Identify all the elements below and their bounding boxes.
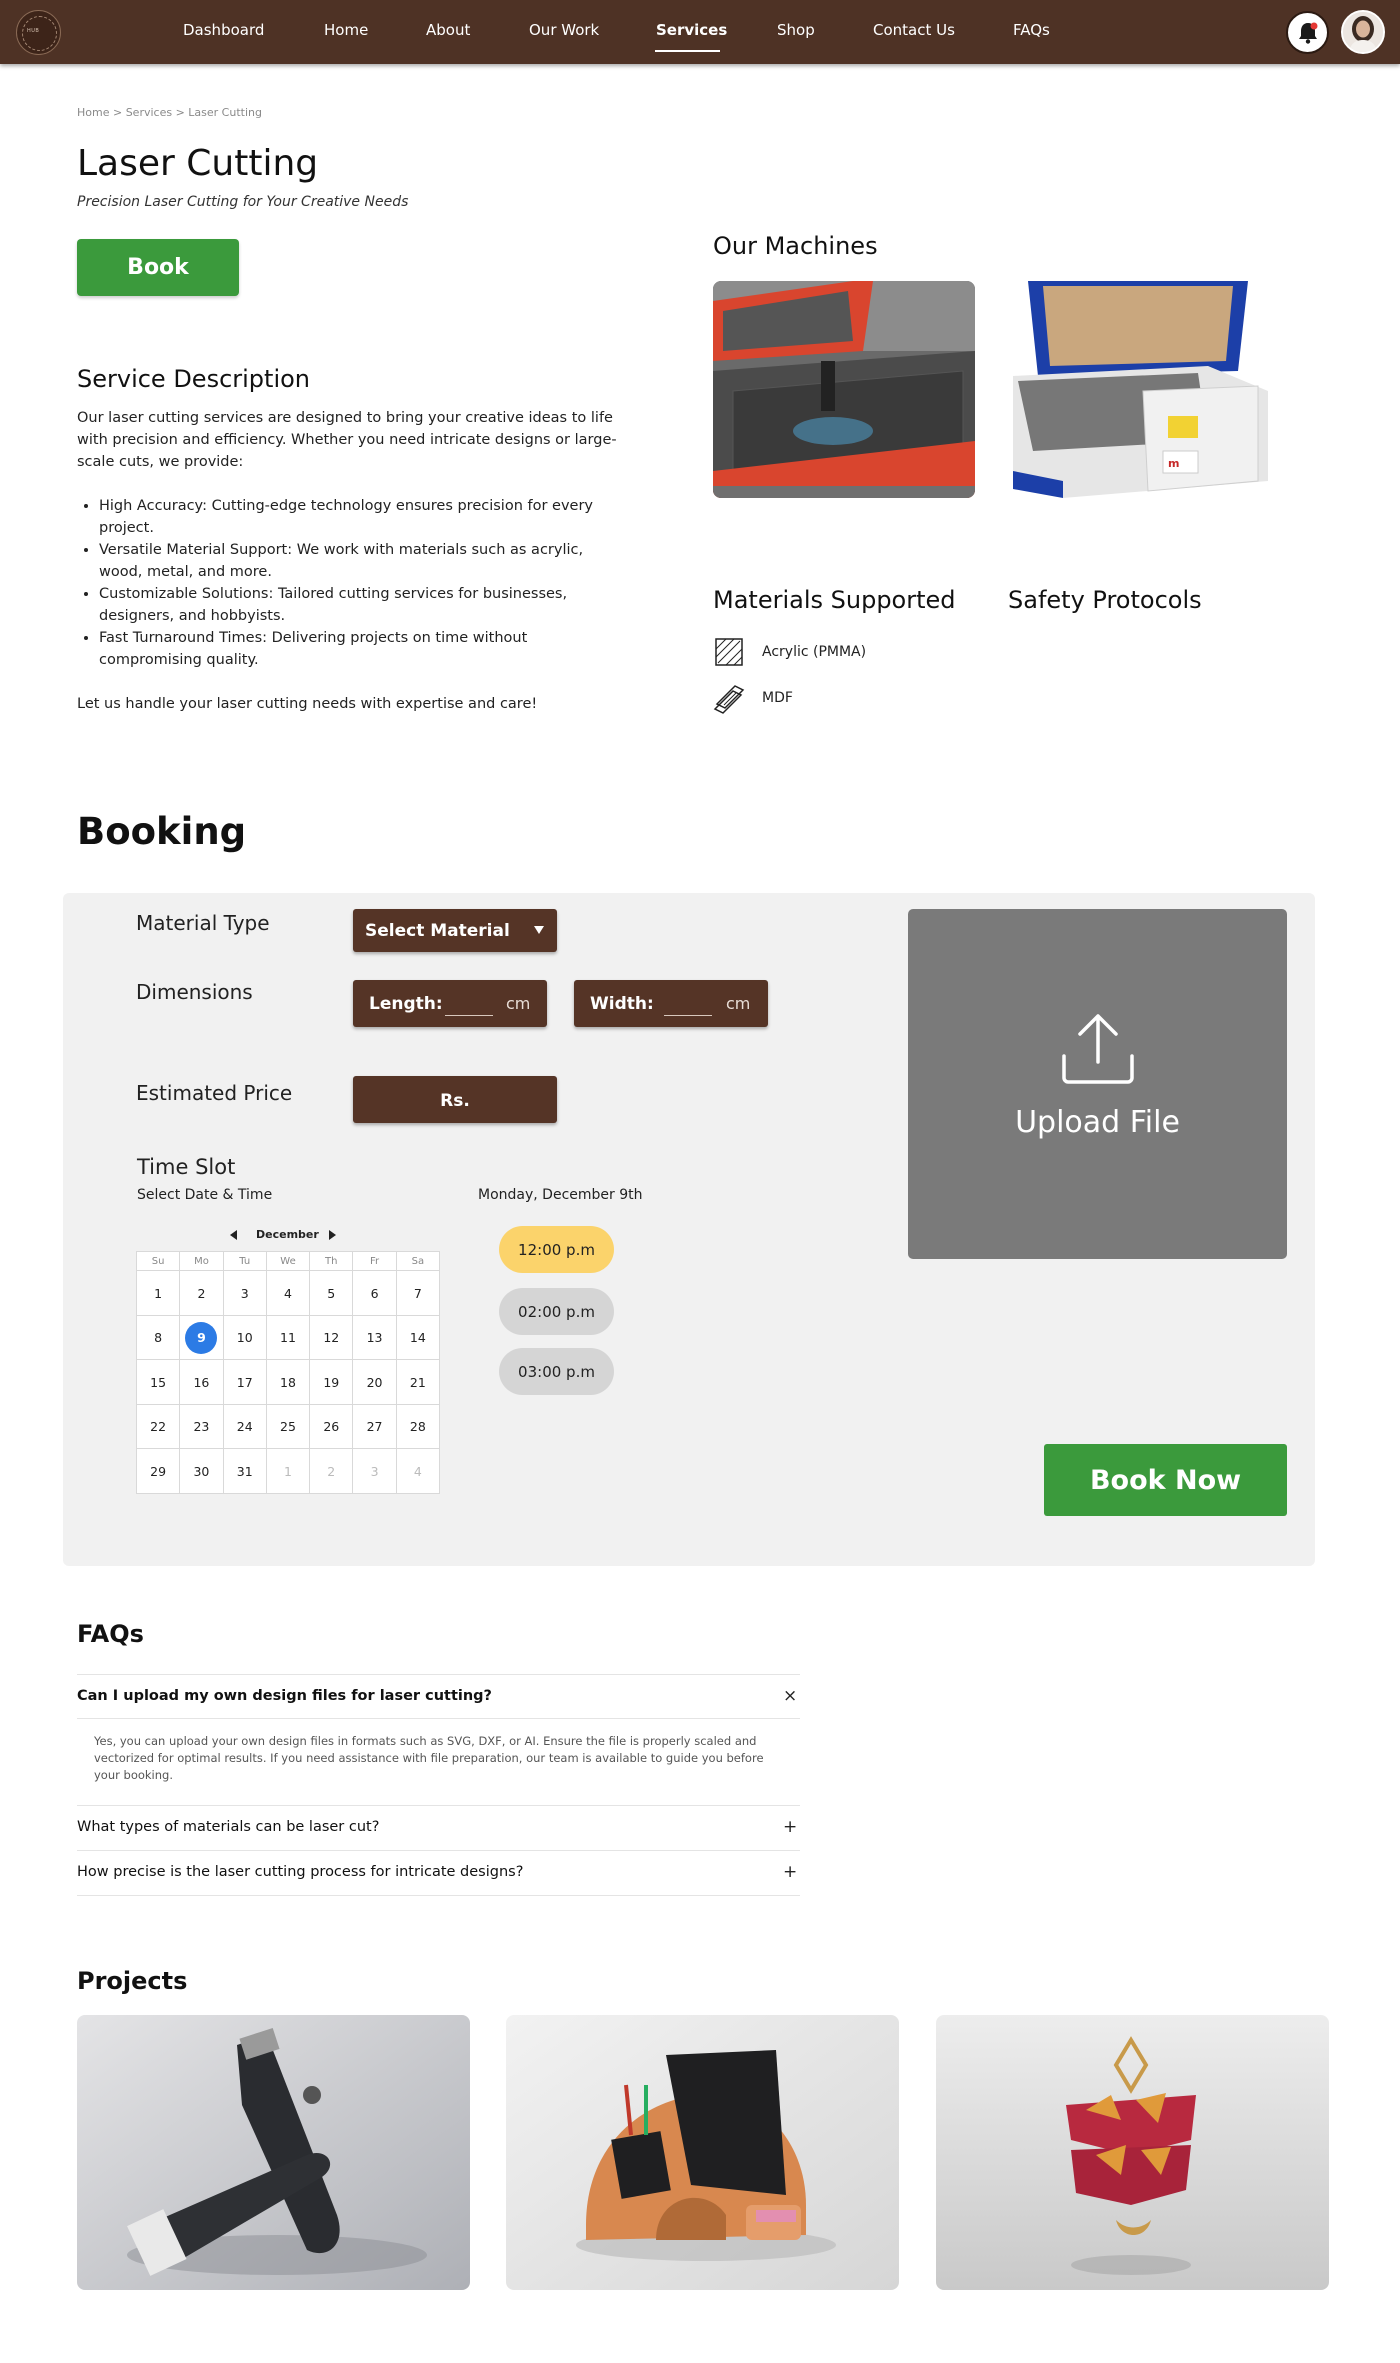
weekday-label: Sa [396,1252,439,1271]
calendar-grid [136,1251,440,1494]
length-unit: cm [506,994,531,1013]
width-unit: cm [726,994,751,1013]
material-select[interactable] [353,909,557,952]
chevron-down-icon [534,926,544,934]
calendar-day[interactable]: 30 [180,1449,223,1494]
calendar-day-next-month[interactable]: 1 [266,1449,309,1494]
calendar-day[interactable]: 15 [137,1360,180,1405]
width-field[interactable] [574,980,768,1027]
project-image-1 [77,2015,470,2290]
weekday-label: Su [137,1252,180,1271]
calendar-day-selected[interactable] [180,1315,223,1360]
service-description-heading: Service Description [77,365,311,393]
page-subtitle: Precision Laser Cutting for Your Creative Needs [77,194,409,210]
service-closing: Let us handle your laser cutting needs with expertise and care! [77,696,538,712]
nav-dashboard[interactable]: Dashboard [183,21,265,39]
calendar-prev-month[interactable] [230,1230,237,1240]
service-features-list [99,495,627,671]
calendar-day[interactable]: 14 [396,1315,439,1360]
user-avatar[interactable] [1341,10,1385,54]
top-navbar [0,0,1400,64]
calendar-day[interactable]: 2 [180,1271,223,1316]
calendar-day[interactable]: 10 [223,1315,266,1360]
price-value: Rs. [440,1091,470,1111]
list-item: • Fast Turnaround Times: Delivering projects on time without compromising quality. [99,627,627,671]
calendar-day[interactable]: 29 [137,1449,180,1494]
calendar-day-next-month[interactable]: 2 [310,1449,353,1494]
upload-file-dropzone[interactable] [908,909,1287,1259]
nav-services[interactable]: Services [656,21,728,39]
material-select-value: Select Material [365,921,510,941]
calendar-day[interactable]: 16 [180,1360,223,1405]
active-nav-indicator [655,50,720,52]
length-input-underline[interactable] [445,1015,493,1016]
time-slot-heading: Time Slot [137,1155,236,1179]
plus-icon[interactable]: + [783,1817,798,1837]
faq-divider [77,1895,800,1896]
material-item-acrylic [713,636,866,668]
material-item-mdf [713,682,793,714]
machine-image-1 [713,281,975,498]
time-slot[interactable]: 03:00 p.m [499,1348,614,1395]
svg-text:m: m [1168,457,1180,470]
project-card-1[interactable] [77,2015,470,2290]
list-item: • Versatile Material Support: We work with materials such as acrylic, wood, metal, and more. [99,539,627,583]
book-button[interactable]: Book [77,239,239,296]
safety-protocols-heading[interactable]: Safety Protocols [1008,586,1202,614]
nav-faqs[interactable]: FAQs [1013,21,1050,39]
calendar-day[interactable]: 22 [137,1404,180,1449]
wood-board-icon [713,682,745,714]
length-label: Length: [369,994,443,1014]
weekday-label: Mo [180,1252,223,1271]
project-image-3 [936,2015,1329,2290]
calendar-day[interactable]: 5 [310,1271,353,1316]
calendar-day-next-month[interactable]: 3 [353,1449,396,1494]
faq-divider [77,1718,800,1719]
page-title: Laser Cutting [77,143,319,184]
faq-divider [77,1850,800,1851]
project-image-2 [506,2015,899,2290]
selected-date-label: Monday, December 9th [478,1187,643,1203]
list-item: • High Accuracy: Cutting-edge technology ensures precision for every project. [99,495,627,539]
upload-label: Upload File [1015,1105,1180,1140]
time-slot-subtitle: Select Date & Time [137,1187,273,1203]
faq-question-2[interactable]: What types of materials can be laser cut? [77,1819,380,1835]
notifications-button[interactable] [1286,11,1329,54]
calendar-day[interactable]: 1 [137,1271,180,1316]
bell-icon [1297,21,1319,45]
time-slot[interactable]: 02:00 p.m [499,1288,614,1335]
weekday-label: We [266,1252,309,1271]
service-description [77,407,627,715]
calendar-day[interactable]: 26 [310,1404,353,1449]
calendar-day[interactable]: 7 [396,1271,439,1316]
nav-home[interactable]: Home [324,21,369,39]
calendar-day[interactable]: 27 [353,1404,396,1449]
estimated-price-label: Estimated Price [136,1081,293,1105]
width-input-underline[interactable] [664,1015,712,1016]
faq-divider [77,1674,800,1675]
calendar-day[interactable]: 3 [223,1271,266,1316]
brand-logo[interactable]: HUB [16,10,61,55]
calendar-day[interactable]: 23 [180,1404,223,1449]
list-item: • Customizable Solutions: Tailored cutting services for businesses, designers, and hobbyists. [99,583,627,627]
material-label: Acrylic (PMMA) [762,644,867,660]
faq-question-3[interactable]: How precise is the laser cutting process for intricate designs? [77,1864,524,1880]
nav-shop[interactable]: Shop [777,21,815,39]
estimated-price-field [353,1076,557,1123]
calendar-day[interactable]: 28 [396,1404,439,1449]
project-card-2[interactable] [506,2015,899,2290]
weekday-label: Fr [353,1252,396,1271]
faq-answer-1: Yes, you can upload your own design files in formats such as SVG, DXF, or AI. Ensure the file is properly scaled and vectorized for optimal results. If you need assistance with file preparation, our team is available to guide you before your booking. [94,1734,764,1782]
acrylic-sheet-icon [713,636,745,668]
close-icon[interactable]: × [783,1686,798,1706]
project-card-3[interactable] [936,2015,1329,2290]
material-label: MDF [762,690,793,706]
calendar-day[interactable]: 18 [266,1360,309,1405]
machines-heading: Our Machines [713,232,878,260]
calendar-day[interactable]: 24 [223,1404,266,1449]
service-intro: Our laser cutting services are designed to bring your creative ideas to life with precision and efficiency. Whether you need intricate designs or large-scale cuts, we provide: [77,410,617,470]
materials-heading: Materials Supported [713,586,956,614]
width-label: Width: [590,994,654,1014]
book-now-button[interactable]: Book Now [1044,1444,1287,1516]
calendar-day[interactable]: 25 [266,1404,309,1449]
calendar-day[interactable]: 13 [353,1315,396,1360]
breadcrumb[interactable]: Home > Services > Laser Cutting [77,106,262,119]
dimensions-label: Dimensions [136,980,253,1004]
calendar-next-month[interactable] [329,1230,336,1240]
calendar-day[interactable]: 19 [310,1360,353,1405]
nav-contact-us[interactable]: Contact Us [873,21,955,39]
nav-our-work[interactable]: Our Work [529,21,600,39]
calendar-day[interactable]: 17 [223,1360,266,1405]
calendar-day[interactable]: 12 [310,1315,353,1360]
time-slot-selected[interactable]: 12:00 p.m [499,1226,614,1273]
calendar-day[interactable]: 20 [353,1360,396,1405]
weekday-label: Th [310,1252,353,1271]
calendar-day[interactable]: 6 [353,1271,396,1316]
upload-icon [1060,1012,1136,1084]
calendar-month: December [256,1228,319,1241]
calendar-day[interactable]: 21 [396,1360,439,1405]
selected-day-badge: 9 [185,1322,217,1354]
weekday-label: Tu [223,1252,266,1271]
faq-question-1[interactable]: Can I upload my own design files for laser cutting? [77,1688,492,1704]
length-field[interactable] [353,980,547,1027]
material-type-label: Material Type [136,911,270,935]
booking-heading: Booking [77,810,247,853]
faq-divider [77,1805,800,1806]
projects-heading: Projects [77,1967,188,1995]
nav-about[interactable]: About [426,21,471,39]
machine-image-2 [1008,281,1270,498]
calendar-day[interactable]: 4 [266,1271,309,1316]
faqs-heading: FAQs [77,1620,144,1648]
avatar-image [1343,12,1383,52]
calendar-day-next-month[interactable]: 4 [396,1449,439,1494]
plus-icon[interactable]: + [783,1862,798,1882]
calendar-day[interactable]: 8 [137,1315,180,1360]
calendar-day[interactable]: 11 [266,1315,309,1360]
calendar-day[interactable]: 31 [223,1449,266,1494]
